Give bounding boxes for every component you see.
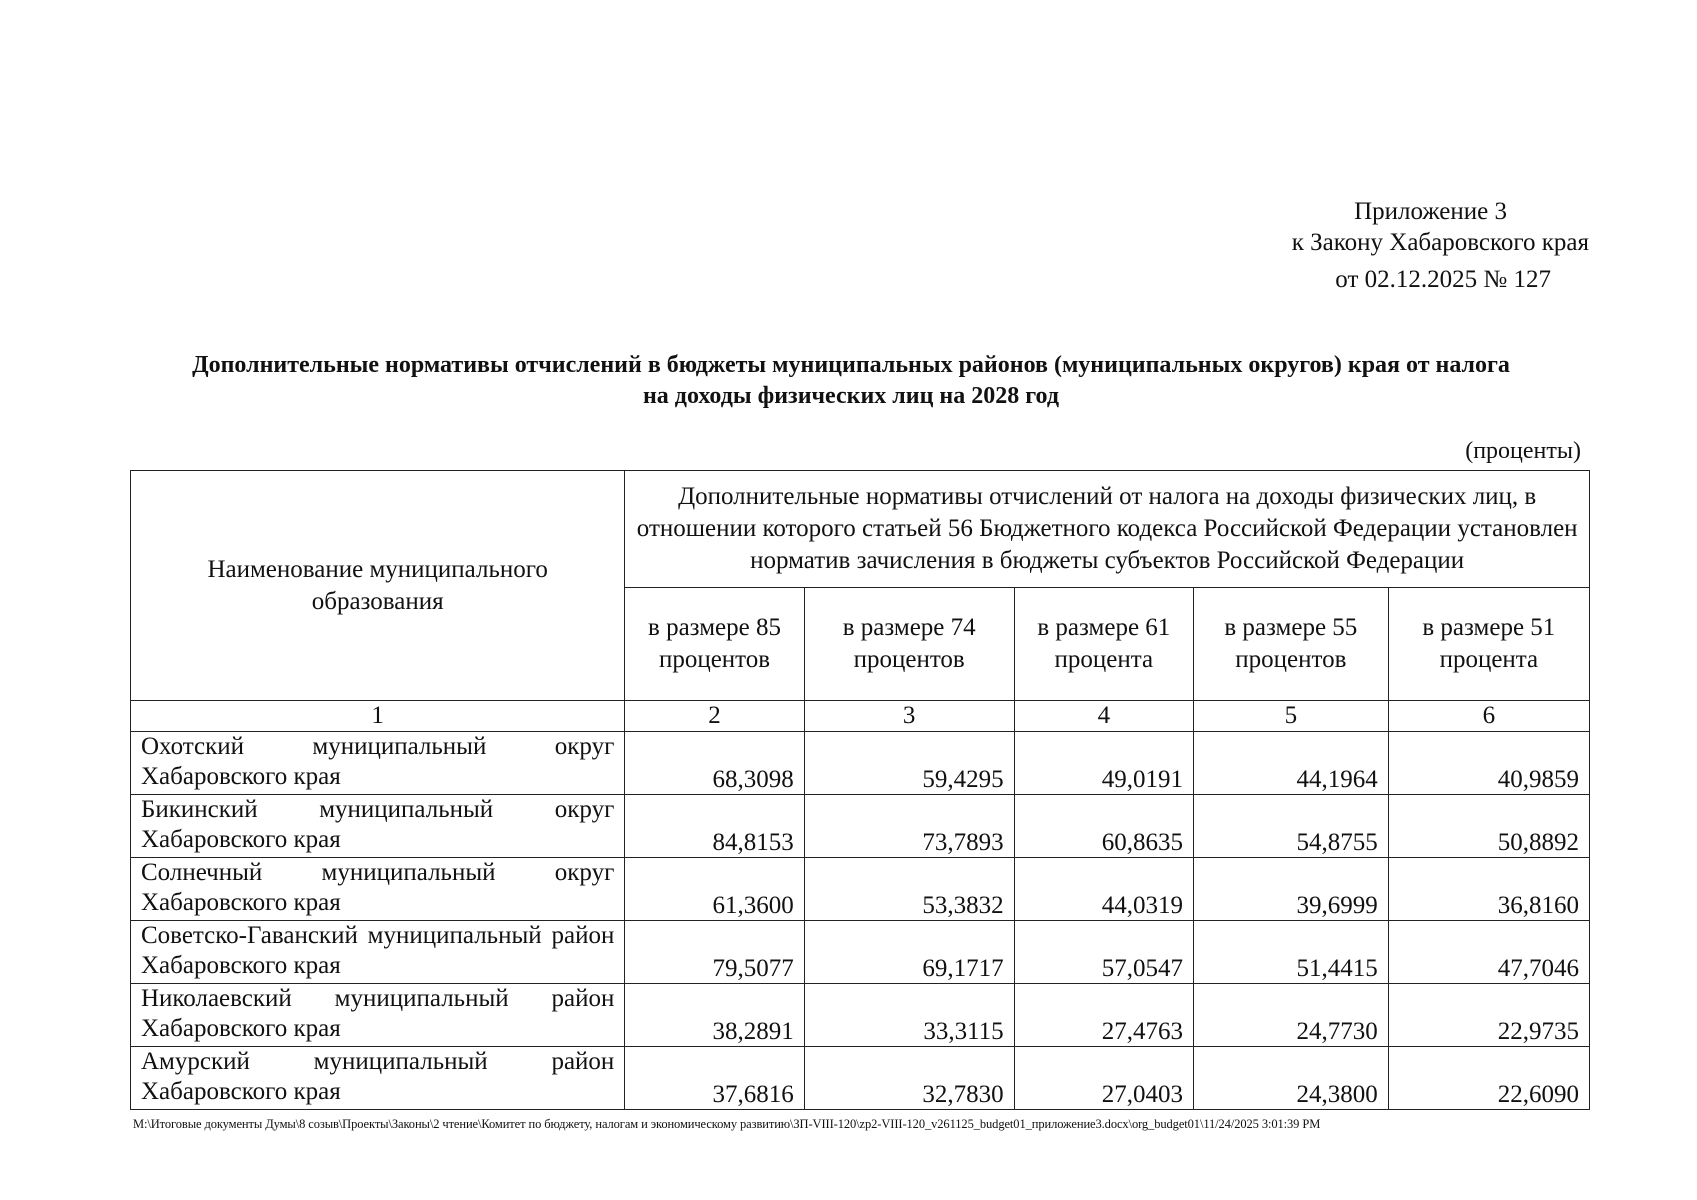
municipality-name: Амурский муниципальный район Хабаровского края [131, 1047, 625, 1110]
value-cell: 40,9859 [1388, 732, 1589, 795]
value-cell: 73,7893 [804, 795, 1014, 858]
value-cell: 47,7046 [1388, 921, 1589, 984]
appendix-number: Приложение 3 [1354, 198, 1507, 225]
table-row [131, 1047, 1590, 1110]
value-cell: 38,2891 [625, 984, 804, 1047]
title-line-1: Дополнительные нормативы отчислений в бюджеты муниципальных районов (муниципальных округов) края от налога [192, 352, 1510, 378]
header-rate-74: в размере 74 процентов [804, 588, 1014, 701]
value-cell: 84,8153 [625, 795, 804, 858]
value-cell: 44,1964 [1194, 732, 1389, 795]
column-number: 1 [131, 701, 625, 732]
value-cell: 49,0191 [1014, 732, 1193, 795]
municipality-name: Охотский муниципальный округ Хабаровского края [131, 732, 625, 795]
appendix-reference [1292, 196, 1589, 295]
column-number-row [131, 701, 1590, 732]
header-municipality-name: Наименование муниципального образования [131, 471, 625, 701]
table-row [131, 732, 1590, 795]
value-cell: 51,4415 [1194, 921, 1389, 984]
file-path-footer: M:\Итоговые документы Думы\8 созыв\Проекты\Законы\2 чтение\Комитет по бюджету, налогам и экономическому развитию\ЗП-VIII-120\zp2-VIII-120_v261125_budget01_приложение3.docx\org_budget01\11/24/2025 3:01:39 PM [133, 1117, 1321, 1131]
value-cell: 32,7830 [804, 1047, 1014, 1110]
table-row [131, 921, 1590, 984]
value-cell: 33,3115 [804, 984, 1014, 1047]
header-additional-norms: Дополнительные нормативы отчислений от налога на доходы физических лиц, в отношении которого статьей 56 Бюджетного кодекса Российской Федерации установлен норматив зачисления в бюджеты субъектов Российской Федерации [625, 471, 1590, 588]
header-rate-85: в размере 85 процентов [625, 588, 804, 701]
value-cell: 57,0547 [1014, 921, 1193, 984]
value-cell: 69,1717 [804, 921, 1014, 984]
municipality-name: Советско-Гаванский муниципальный район Хабаровского края [131, 921, 625, 984]
column-number: 4 [1014, 701, 1193, 732]
value-cell: 24,7730 [1194, 984, 1389, 1047]
table-row [131, 858, 1590, 921]
value-cell: 22,9735 [1388, 984, 1589, 1047]
value-cell: 22,6090 [1388, 1047, 1589, 1110]
value-cell: 50,8892 [1388, 795, 1589, 858]
column-number: 2 [625, 701, 804, 732]
value-cell: 37,6816 [625, 1047, 804, 1110]
value-cell: 27,0403 [1014, 1047, 1193, 1110]
norms-table [130, 470, 1590, 1110]
municipality-name: Николаевский муниципальный район Хабаровского края [131, 984, 625, 1047]
table-row [131, 795, 1590, 858]
value-cell: 39,6999 [1194, 858, 1389, 921]
title-line-2: на доходы физических лиц на 2028 год [642, 383, 1060, 409]
column-number: 6 [1388, 701, 1589, 732]
municipality-name: Бикинский муниципальный округ Хабаровского края [131, 795, 625, 858]
appendix-date: от 02.12.2025 № 127 [1335, 266, 1551, 293]
value-cell: 36,8160 [1388, 858, 1589, 921]
value-cell: 59,4295 [804, 732, 1014, 795]
units-label: (проценты) [1465, 438, 1581, 464]
header-rate-51: в размере 51 процента [1388, 588, 1589, 701]
value-cell: 60,8635 [1014, 795, 1193, 858]
appendix-law: к Закону Хабаровского края [1291, 229, 1589, 256]
value-cell: 24,3800 [1194, 1047, 1389, 1110]
column-number: 3 [804, 701, 1014, 732]
value-cell: 54,8755 [1194, 795, 1389, 858]
value-cell: 27,4763 [1014, 984, 1193, 1047]
value-cell: 68,3098 [625, 732, 804, 795]
document-title [120, 350, 1582, 412]
value-cell: 61,3600 [625, 858, 804, 921]
header-rate-61: в размере 61 процента [1014, 588, 1193, 701]
municipality-name: Солнечный муниципальный округ Хабаровского края [131, 858, 625, 921]
value-cell: 79,5077 [625, 921, 804, 984]
value-cell: 53,3832 [804, 858, 1014, 921]
column-number: 5 [1194, 701, 1389, 732]
table-row [131, 984, 1590, 1047]
header-rate-55: в размере 55 процентов [1194, 588, 1389, 701]
value-cell: 44,0319 [1014, 858, 1193, 921]
